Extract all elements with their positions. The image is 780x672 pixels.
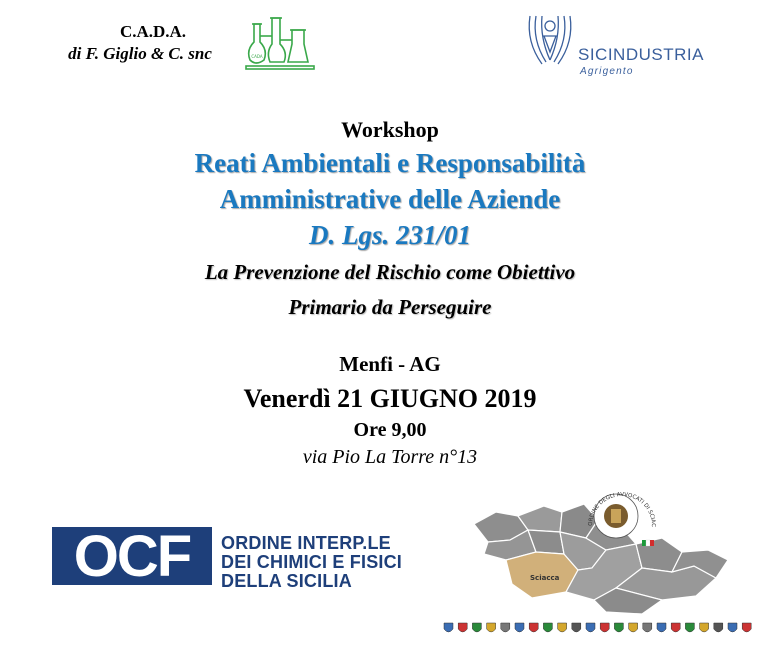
sicindustria-subtitle: Agrigento bbox=[580, 66, 634, 77]
coat-of-arms-icon bbox=[458, 623, 467, 632]
coat-of-arms-icon bbox=[501, 623, 510, 632]
coat-of-arms-icon bbox=[444, 623, 453, 632]
municipal-coats-of-arms-strip bbox=[440, 619, 760, 637]
ocf-logo bbox=[52, 527, 212, 585]
event-address: via Pio La Torre n°13 bbox=[302, 446, 478, 468]
ocf-name-line-2: DEI CHIMICI E FISICI bbox=[221, 552, 403, 572]
svg-text:CADA: CADA bbox=[251, 54, 263, 59]
sicindustria-name: SICINDUSTRIA bbox=[578, 45, 704, 64]
event-place: Menfi - AG bbox=[339, 352, 441, 376]
ocf-logo-text: OCF bbox=[73, 527, 191, 585]
sicindustria-emblem-icon bbox=[522, 12, 578, 70]
coat-of-arms-icon bbox=[529, 623, 538, 632]
bar-association-seal-text bbox=[582, 490, 662, 530]
ocf-name-line-3: DELLA SICILIA bbox=[221, 571, 352, 591]
coat-of-arms-icon bbox=[487, 623, 496, 632]
coat-of-arms-icon bbox=[558, 623, 567, 632]
coat-of-arms-icon bbox=[742, 623, 751, 632]
seal-text: ORDINE DEGLI AVVOCATI DI SCIAC bbox=[587, 491, 657, 528]
event-type: Workshop bbox=[341, 117, 439, 142]
coat-of-arms-icon bbox=[515, 623, 524, 632]
event-subtitle-line-2: Primario da Perseguire bbox=[288, 295, 492, 319]
flask-lab-icon bbox=[244, 14, 316, 72]
coat-of-arms-icon bbox=[714, 623, 723, 632]
svg-text:ORDINE DEGLI AVVOCATI DI SCIAC bbox=[582, 490, 656, 527]
event-time: Ore 9,00 bbox=[353, 419, 427, 441]
coat-of-arms-icon bbox=[700, 623, 709, 632]
coat-of-arms-icon bbox=[614, 623, 623, 632]
map-highlight-label: Sciacca bbox=[530, 574, 560, 582]
event-title-line-3: D. Lgs. 231/01 bbox=[309, 220, 471, 250]
event-title-line-2: Amministrative delle Aziende bbox=[219, 184, 561, 214]
coat-of-arms-icon bbox=[586, 623, 595, 632]
coat-of-arms-icon bbox=[572, 623, 581, 632]
coat-of-arms-icon bbox=[629, 623, 638, 632]
cada-company-subtitle: di F. Giglio & C. snc bbox=[68, 44, 212, 63]
coat-of-arms-icon bbox=[472, 623, 481, 632]
event-subtitle-line-1: La Prevenzione del Rischio come Obiettivo bbox=[204, 260, 576, 284]
ocf-name-line-1: ORDINE INTERP.LE bbox=[221, 533, 391, 553]
coat-of-arms-icon bbox=[543, 623, 552, 632]
coat-of-arms-icon bbox=[643, 623, 652, 632]
coat-of-arms-icon bbox=[600, 623, 609, 632]
event-date: Venerdì 21 GIUGNO 2019 bbox=[243, 384, 537, 413]
event-title-line-1: Reati Ambientali e Responsabilità bbox=[194, 148, 586, 178]
cada-company-name: C.A.D.A. bbox=[119, 22, 187, 41]
coat-of-arms-icon bbox=[685, 623, 694, 632]
coat-of-arms-icon bbox=[671, 623, 680, 632]
coat-of-arms-icon bbox=[728, 623, 737, 632]
italian-flag-icon bbox=[642, 540, 654, 546]
coat-of-arms-icon bbox=[657, 623, 666, 632]
